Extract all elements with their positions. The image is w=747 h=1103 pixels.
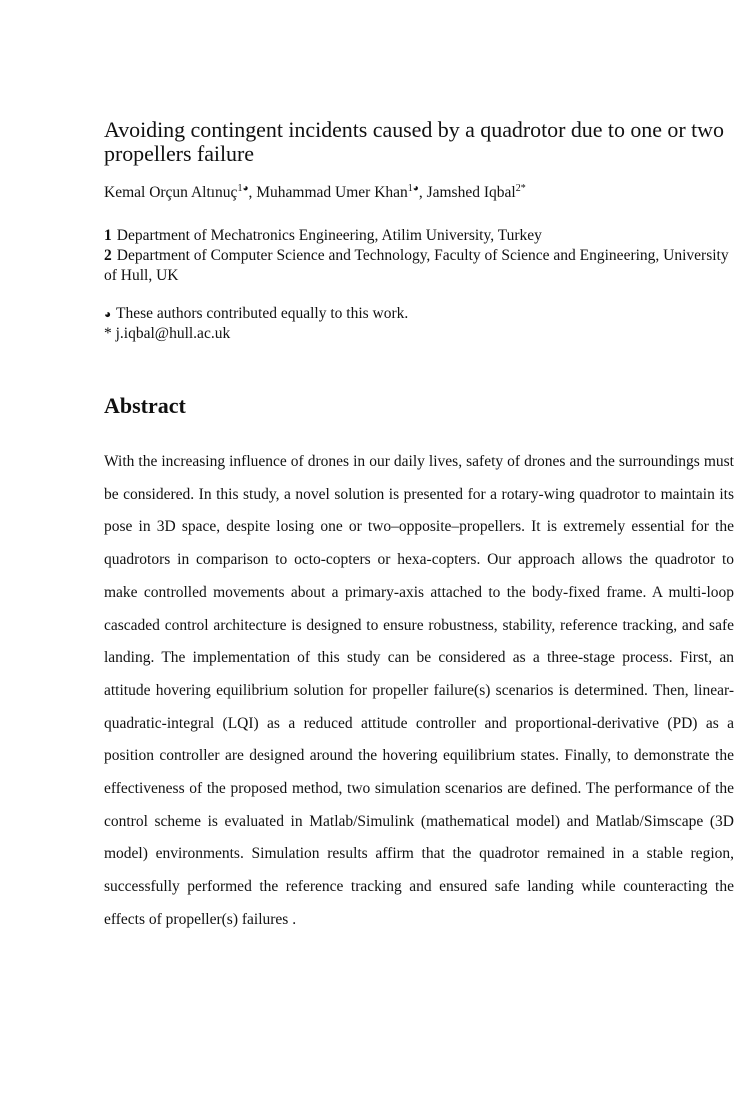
affiliation-list [104, 226, 744, 286]
author-list [104, 184, 744, 202]
equal-contribution-icon: ◕ [104, 307, 112, 321]
affiliation-text: Department of Mechatronics Engineering, Atilim University, Turkey [116, 227, 542, 244]
equal-contribution-text: These authors contributed equally to this work. [116, 305, 409, 322]
author-separator: , [418, 184, 427, 201]
author-name: Kemal Orçun Altınuç [104, 184, 238, 201]
abstract-heading: Abstract [104, 393, 186, 418]
author-separator: , [248, 184, 257, 201]
equal-contribution-note [104, 304, 744, 324]
author-affiliation-mark: 1◕ [407, 183, 419, 194]
corresponding-email: j.iqbal@hull.ac.uk [115, 325, 231, 342]
author-name: Muhammad Umer Khan [256, 184, 408, 201]
corresponding-mark: * [104, 325, 112, 342]
corresponding-author-note [104, 324, 744, 344]
author-affiliation-mark: 1◕ [237, 183, 249, 194]
affiliation-item [104, 246, 744, 286]
affiliation-number: 2 [104, 247, 112, 264]
author-name: Jamshed Iqbal [426, 184, 516, 201]
affiliation-item [104, 226, 744, 246]
author-affiliation-mark: 2* [515, 183, 526, 194]
affiliation-number: 1 [104, 227, 112, 244]
paper-title: Avoiding contingent incidents caused by a quadrotor due to one or two propellers failure [104, 117, 724, 166]
author-notes [104, 304, 744, 344]
abstract-body: With the increasing influence of drones in our daily lives, safety of drones and the surroundings must be considered. In this study, a novel solution is presented for a rotary-wing quadrotor to maintain its pose in 3D space, despite losing one or two–opposite–propellers. It is extremely essential for the quadrotors in comparison to octo-copters or hexa-copters. Our approach allows the quadrotor to make controlled movements about a primary-axis attached to the body-fixed frame. A multi-loop cascaded control architecture is designed to ensure robustness, stability, reference tracking, and safe landing. The implementation of this study can be considered as a three-stage process. First, an attitude hovering equilibrium solution for propeller failure(s) scenarios is determined. Then, linear-quadratic-integral (LQI) as a reduced attitude controller and proportional-derivative (PD) as a position controller are designed around the hovering equilibrium states. Finally, to demonstrate the effectiveness of the proposed method, two simulation scenarios are defined. The performance of the control scheme is evaluated in Matlab/Simulink (mathematical model) and Matlab/Simscape (3D model) environments. Simulation results affirm that the quadrotor remained in a stable region, successfully performed the reference tracking and ensured safe landing while counteracting the effects of propeller(s) failures . [104, 453, 734, 928]
affiliation-text: Department of Computer Science and Technology, Faculty of Science and Engineering, University of Hull, UK [104, 247, 729, 284]
